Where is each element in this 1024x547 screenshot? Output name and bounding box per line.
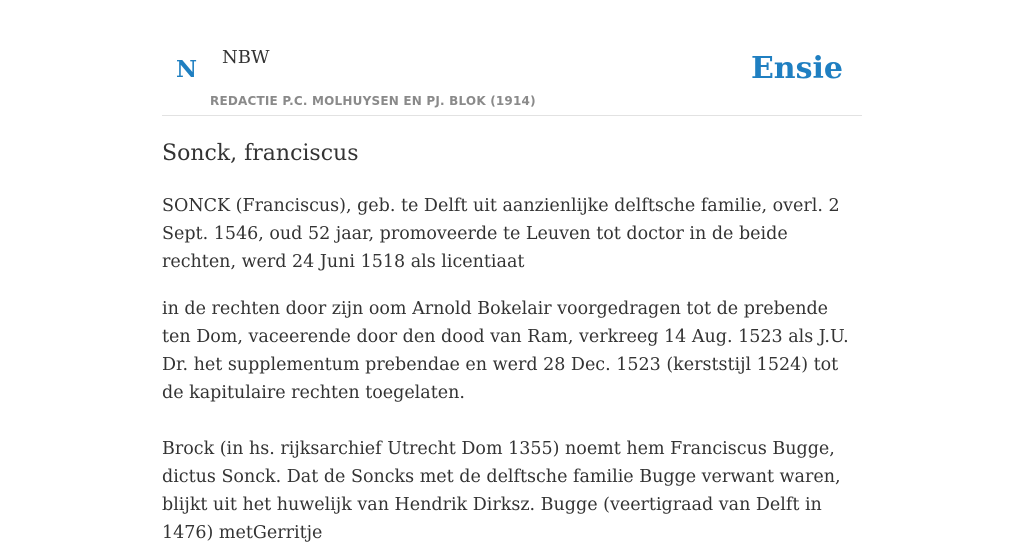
source-subtitle: REDACTIE P.C. MOLHUYSEN EN PJ. BLOK (1914): [210, 94, 536, 108]
source-name[interactable]: NBW: [222, 47, 270, 68]
article-paragraph: in de rechten door zijn oom Arnold Bokelair voorgedragen tot de prebende ten Dom, vaceerende door den dood van Ram, verkreeg 14 Aug. 1523 als J.U. Dr. het supplementum prebendae en werd 28 Dec. 1523 (kerststijl 1524) tot de kapitulaire rechten toegelaten.: [162, 299, 849, 403]
article-paragraph: Brock (in hs. rijksarchief Utrecht Dom 1355) noemt hem Franciscus Bugge, dictus Sonck. Dat de Soncks met de delftsche familie Bugge verwant waren, blijkt uit het huwelijk van Hendrik Dirksz. Bugge (veertigraad van Delft in 1476) metGerritje: [162, 439, 841, 543]
header: [162, 0, 862, 116]
article-title: Sonck, franciscus: [162, 141, 359, 166]
page: [162, 0, 862, 543]
source-logo[interactable]: N: [176, 56, 198, 83]
article-paragraph: SONCK (Franciscus), geb. te Delft uit aanzienlijke delftsche familie, overl. 2 Sept. 1546, oud 52 jaar, promoveerde te Leuven tot doctor in de beide rechten, werd 24 Juni 1518 als licentiaat: [162, 196, 840, 272]
ensie-logo-link[interactable]: Ensie: [750, 51, 843, 86]
